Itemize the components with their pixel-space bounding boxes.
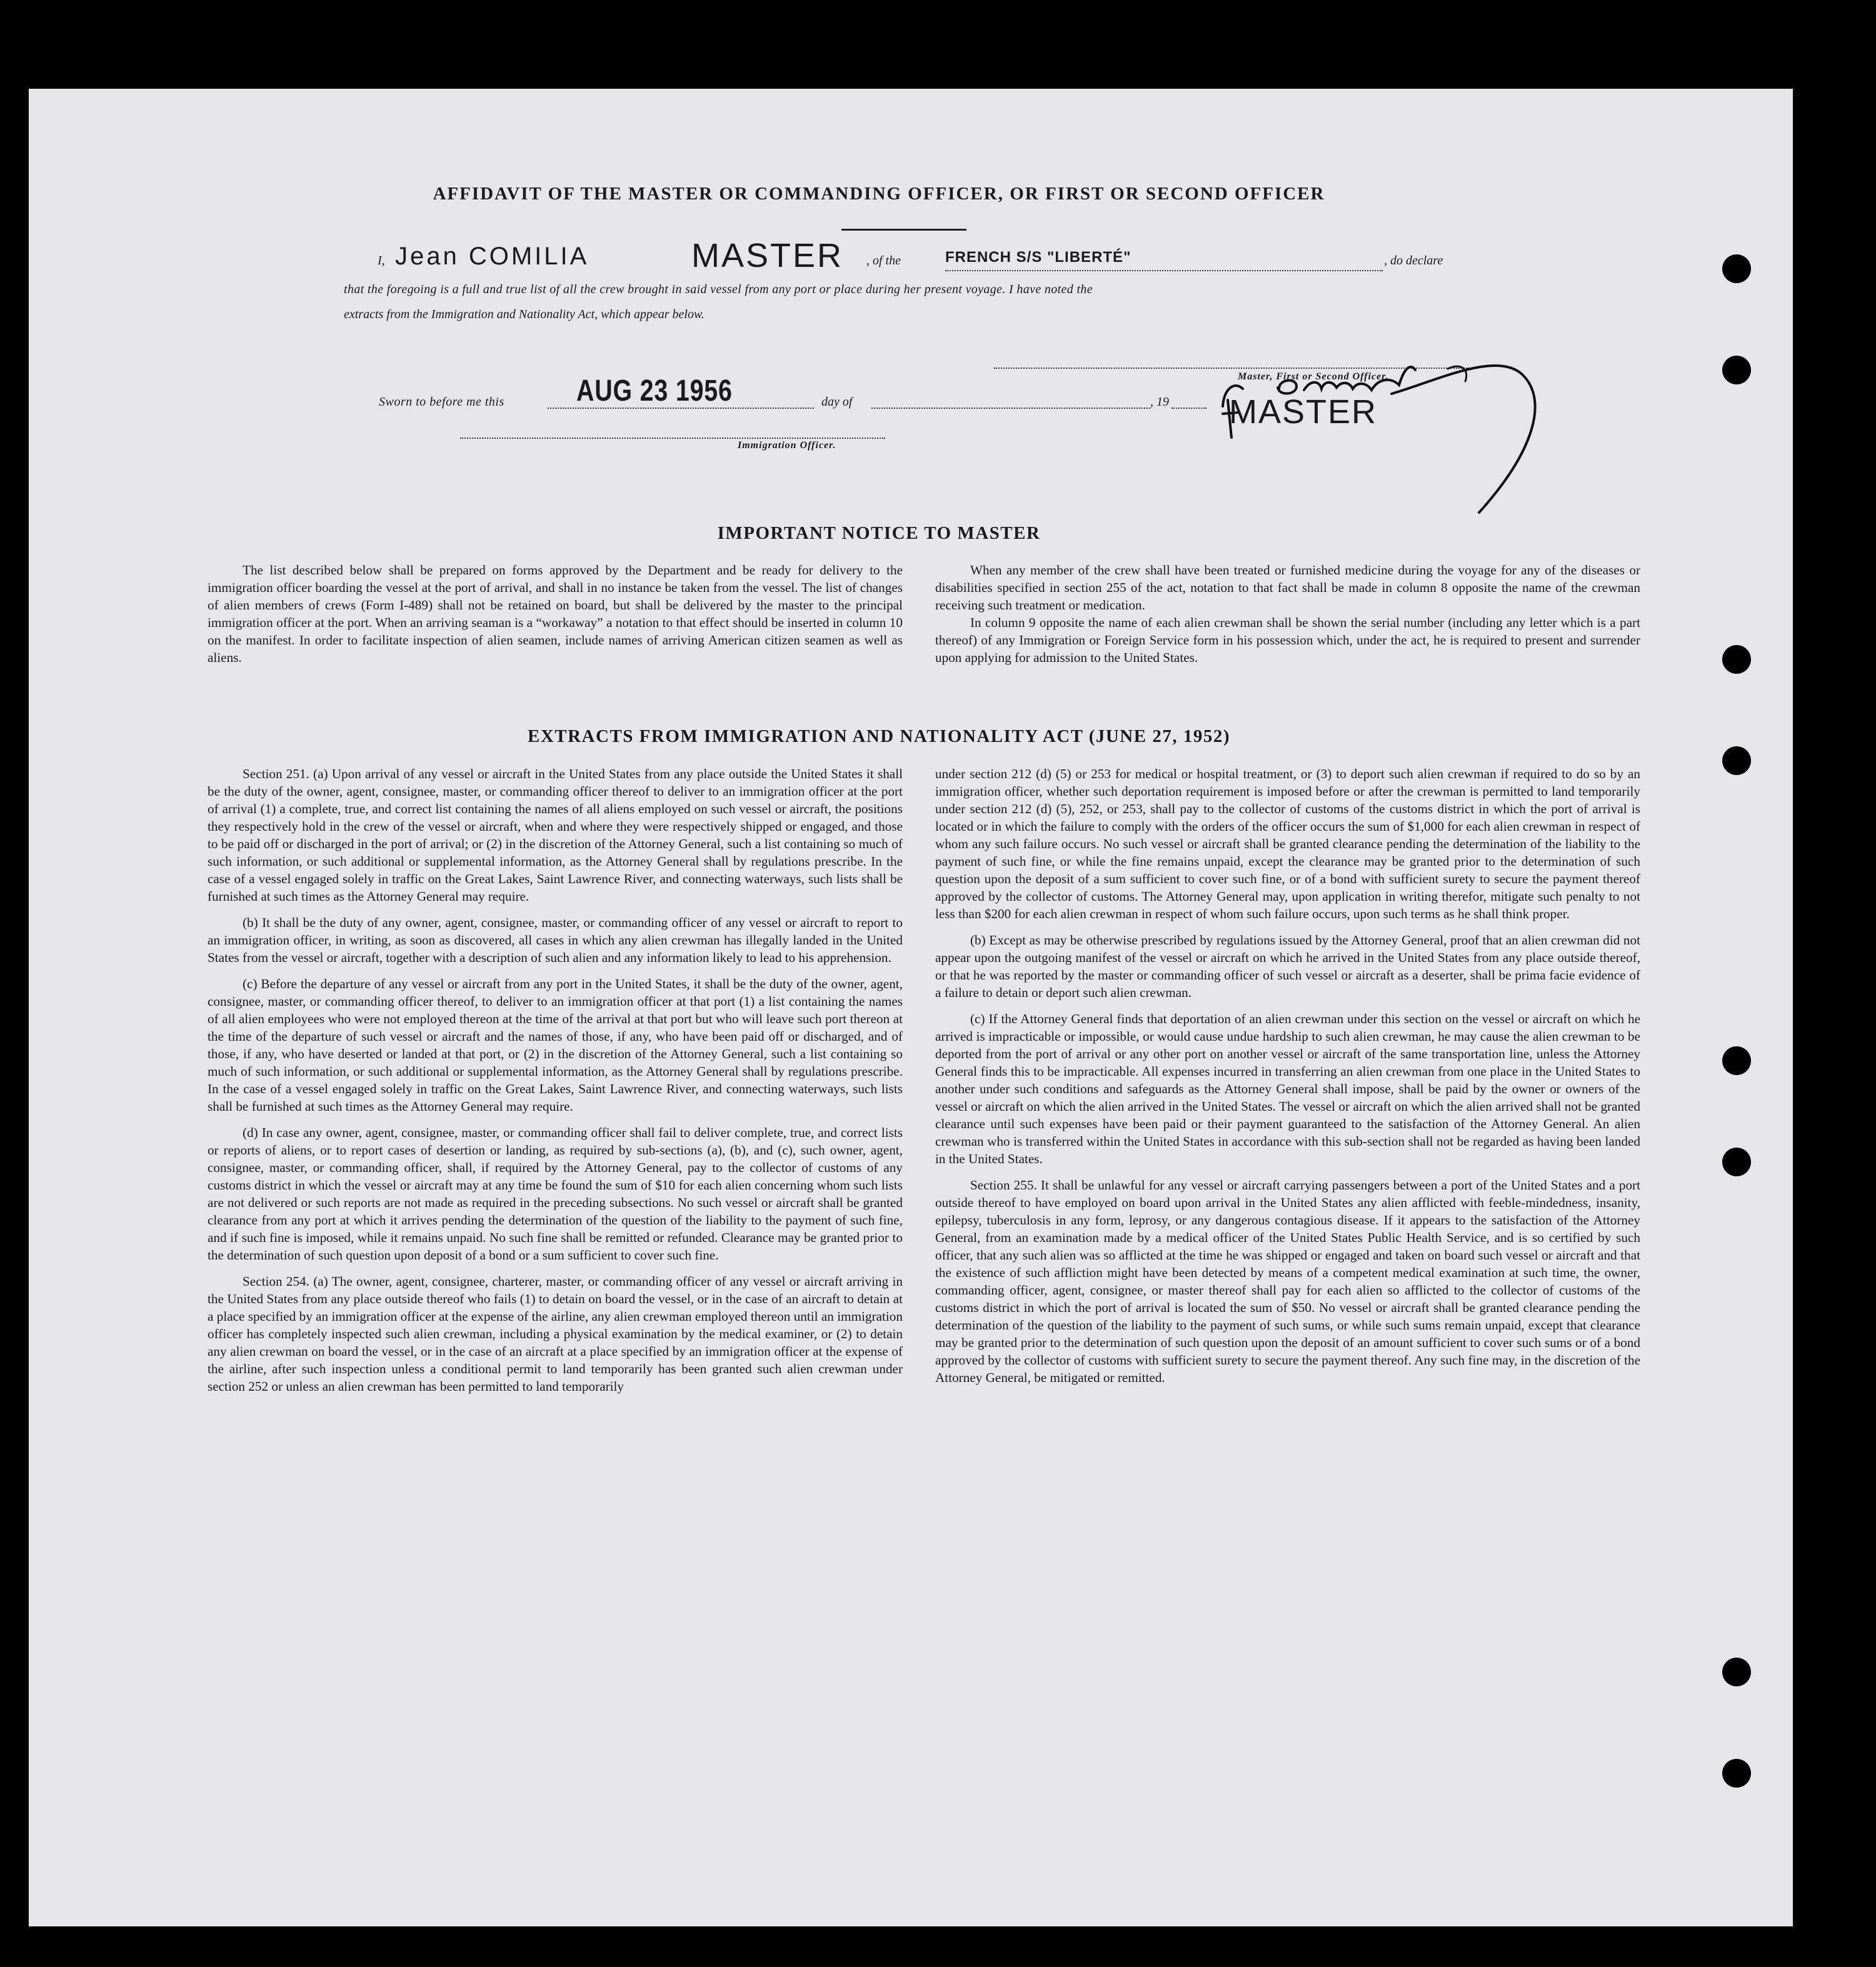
binder-hole bbox=[1722, 1046, 1751, 1075]
signature-stamp: MASTER bbox=[1229, 393, 1378, 431]
binder-hole bbox=[1722, 254, 1751, 283]
extracts-title: EXTRACTS FROM IMMIGRATION AND NATIONALITY ACT (JUNE 27, 1952) bbox=[527, 726, 1231, 746]
i-label: I, bbox=[378, 254, 385, 268]
statement-line-2: extracts from the Immigration and Nationality Act, which appear below. bbox=[344, 308, 705, 321]
extract-paragraph: (b) It shall be the duty of any owner, agent, consignee, master, or commanding officer of any vessel or aircraft to report to an immigration officer, in writing, as soon as discovered, all cases in which any alien crewman has illegally landed in the United States from the vessel or aircraft, together with a description of such alien and any information likely to lead to his apprehension. bbox=[208, 915, 903, 965]
signature-caption: Master, First or Second Officer. bbox=[1238, 371, 1389, 382]
binder-hole bbox=[1722, 356, 1751, 384]
declarant-name: Jean COMILIA bbox=[395, 243, 589, 270]
year-line bbox=[1171, 408, 1206, 409]
document-page bbox=[29, 89, 1793, 1926]
vessel-line bbox=[945, 270, 1383, 271]
binder-hole bbox=[1722, 746, 1751, 775]
vessel-name: FRENCH S/S "LIBERTÉ" bbox=[945, 249, 1131, 266]
notice-left-paragraph: The list described below shall be prepared on forms approved by the Department and be ready for delivery to the immigration officer boarding the vessel at the port of arrival, and shall in no instance be taken from the vessel. The list of changes of alien members of crews (Form I-489) shall not be retained on board, but shall be delivered by the master to the principal immigration officer at the port. When an arriving seaman is a “workaway” a notation to that effect should be inserted in column 10 on the manifest. In order to facilitate inspection of alien seamen, include names of arriving American citizen seamen as well as aliens. bbox=[208, 563, 903, 665]
affidavit-title: AFFIDAVIT OF THE MASTER OR COMMANDING OFFICER, OR FIRST OR SECOND OFFICER bbox=[433, 184, 1325, 204]
extracts-right-column bbox=[935, 765, 1640, 1395]
extract-paragraph: under section 212 (d) (5) or 253 for medical or hospital treatment, or (3) to deport such alien crewman if required to do so by an immigration officer, whether such deportation requirement is imposed before or after the crewman is permitted to land temporarily under section 212 (d) (5), 252, or 253, shall pay to the collector of customs of the customs district in which the port of arrival is located or in which the failure to comply with the orders of the officer occurs the sum of $1,000 for each alien crewman in respect of whom any such failure occurs. No such vessel or aircraft shall be granted clearance pending the determination of the liability to the payment of such fine, or while the fine remains unpaid, except the clearance may be granted prior to the determination of such question upon the deposit of a sum sufficient to cover such fine, or of a bond with sufficient surety to secure the payment thereof approved by the collector of customs. The Attorney General may, upon application in writing therefor, mitigate such penalty to not less than $200 for each alien crewman in respect of whom such failure occurs, upon such terms as he shall think proper. bbox=[935, 766, 1640, 921]
extract-paragraph: Section 251. (a) Upon arrival of any vessel or aircraft in the United States from any place outside the United States it shall be the duty of the owner, agent, consignee, master, or commanding officer thereof to deliver to an immigration officer at the port of arrival (1) a complete, true, and correct list containing the names of all aliens employed on such vessel or aircraft, the positions they respectively hold in the crew of the vessel or aircraft, when and where they were respectively shipped or engaged, and those to be paid off or discharged in the port of arrival; or (2) in the discretion of the Attorney General, such a list containing so much of such information, or such additional or supplemental information, as the Attorney General shall by regulations prescribe. In the case of a vessel engaged solely in traffic on the Great Lakes, Saint Lawrence River, and connecting waterways, such lists shall be furnished at such times as the Attorney General may require. bbox=[208, 766, 903, 904]
extract-paragraph: (c) Before the departure of any vessel or aircraft from any port in the United States, it shall be the duty of the owner, agent, consignee, master, or commanding officer thereof, to deliver to an immigration officer at that port (1) a list containing the names of all alien employees who were not employed thereon at the time of the arrival at that port but who will leave such port thereon at the time of the departure of such vessel or aircraft and the names of those, if any, who have been paid off or discharged, and of those, if any, who have deserted or landed at that port, or (2) in the discretion of the Attorney General, such a list containing so much of such information, or such additional or supplemental information, as the Attorney General shall by regulations prescribe. In the case of a vessel engaged solely in traffic on the Great Lakes, Saint Lawrence River, and connecting waterways, such lists shall be furnished at such times as the Attorney General may require. bbox=[208, 976, 903, 1114]
extract-paragraph: Section 255. It shall be unlawful for any vessel or aircraft carrying passengers between a port of the United States and a port outside thereof to have employed on board upon arrival in the United States any alien afflicted with feeble-mindedness, insanity, epilepsy, tuberculosis in any form, leprosy, or any dangerous contagious disease. If it appears to the satisfaction of the Attorney General, from an examination made by a medical officer of the United States Public Health Service, and is so certified by such officer, that any such alien was so afflicted at the time he was shipped or engaged and taken on board such vessel or aircraft and that the existence of such affliction might have been detected by means of a competent medical examination at such time, the owner, commanding officer, agent, consignee, or master thereof shall pay for each alien so afflicted to the collector of customs of the customs district in which the port of arrival is located the sum of $50. No vessel or aircraft shall be granted clearance pending the determination of the question of the liability to the payment of such sums, or while such sums remain unpaid, except that clearance may be granted prior to the determination of such question upon the deposit of an amount sufficient to cover such sums or of a bond approved by the collector of customs with sufficient surety to secure the payment thereof. Any such fine may, in the discretion of the Attorney General, be mitigated or remitted. bbox=[935, 1178, 1640, 1385]
notice-right-column bbox=[935, 561, 1640, 666]
declarant-rank: MASTER bbox=[691, 237, 844, 274]
notice-left-column bbox=[208, 561, 903, 666]
binder-hole bbox=[1722, 645, 1751, 674]
sworn-date-line bbox=[548, 408, 814, 409]
title-rule bbox=[841, 229, 966, 231]
binder-hole bbox=[1722, 1759, 1751, 1788]
of-the-label: , of the bbox=[866, 254, 901, 268]
sworn-date-stamp: AUG 23 1956 bbox=[576, 374, 733, 408]
day-of-label: day of bbox=[821, 395, 853, 409]
extracts-left-column bbox=[208, 765, 903, 1404]
extract-paragraph: (b) Except as may be otherwise prescribed by regulations issued by the Attorney General, proof that an alien crewman did not appear upon the outgoing manifest of the vessel or aircraft on which he arrived in the United States from any place outside thereof, or that he was reported by the master or commanding officer of such vessel or aircraft as a deserter, shall be prima facie evidence of a failure to detain or deport such alien crewman. bbox=[935, 933, 1640, 1000]
binder-hole bbox=[1722, 1148, 1751, 1176]
year-prefix: , 19 bbox=[1150, 395, 1169, 409]
month-line bbox=[871, 408, 1150, 409]
notice-right-paragraph: When any member of the crew shall have been treated or furnished medicine during the voyage for any of the diseases or disabilities specified in section 255 of the act, notation to that fact shall be made in column 8 opposite the name of the crewman receiving such treatment or medication. bbox=[935, 563, 1640, 613]
statement-line-1: that the foregoing is a full and true list of all the crew brought in said vessel from any port or place during her present voyage. I have noted the bbox=[344, 283, 1093, 296]
do-declare-label: , do declare bbox=[1384, 254, 1443, 268]
extract-paragraph: (d) In case any owner, agent, consignee, master, or commanding officer shall fail to deliver complete, true, and correct lists or reports of aliens, or to report cases of desertion or landing, as required by sub-sections (a), (b), and (c), such owner, agent, consignee, master, or commanding officer, shall, if required by the Attorney General, pay to the collector of customs of any customs district in which the vessel or aircraft may at any time be found the sum of $10 for each alien concerning whom such lists are not delivered or such reports are not made as required in the preceding subsections. No such vessel or aircraft shall be granted clearance from any port at which it arrives pending the determination of the question of the liability to the payment of such fine, and if such fine is imposed, while it remains unpaid. No such fine shall be remitted or refunded. Clearance may be granted prior to the determination of such question upon deposit of a bond or a sum sufficient to cover such fine. bbox=[208, 1125, 903, 1263]
extract-paragraph: Section 254. (a) The owner, agent, consignee, charterer, master, or commanding officer of any vessel or aircraft arriving in the United States from any place outside thereof who fails (1) to detain on board the vessel, or in the case of an aircraft to detain at a place specified by an immigration officer at the expense of the airline, any alien crewman employed thereon until an immigration officer has completely inspected such alien crewman, including a physical examination by the medical examiner, or (2) to detain any alien crewman on board the vessel, or in the case of an aircraft at a place specified by an immigration officer at the expense of the airline, after such inspection unless a conditional permit to land temporarily has been granted such alien crewman under section 252 or unless an alien crewman has been permitted to land temporarily bbox=[208, 1274, 903, 1394]
officer-caption: Immigration Officer. bbox=[738, 440, 836, 451]
sworn-label: Sworn to before me this bbox=[379, 395, 504, 409]
notice-right-paragraph: In column 9 opposite the name of each alien crewman shall be shown the serial number (including any letter which is a part thereof) of any Immigration or Foreign Service form in his possession which, under the act, he is required to present and surrender upon applying for admission to the United States. bbox=[935, 615, 1640, 665]
extract-paragraph: (c) If the Attorney General finds that deportation of an alien crewman under this section on the vessel or aircraft on which he arrived is impracticable or impossible, or would cause undue hardship to such alien crewman, he may cause the alien crewman to be deported from the port of arrival or any other port on another vessel or aircraft of the same transportation line, unless the Attorney General finds this to be impracticable. All expenses incurred in transferring an alien crewman from one place in the United States to another under such conditions and safeguards as the Attorney General shall impose, shall be paid by the owner or owners of the vessel or aircraft on which the alien arrived in the United States. The vessel or aircraft on which the alien arrived shall not be granted clearance until such expenses have been paid or their payment guaranteed to the satisfaction of the Attorney General. An alien crewman who is transferred within the United States in accordance with this sub-section shall not be regarded as having been landed in the United States. bbox=[935, 1011, 1640, 1166]
notice-title: IMPORTANT NOTICE TO MASTER bbox=[717, 523, 1041, 543]
officer-signature-line bbox=[460, 438, 885, 439]
binder-hole bbox=[1722, 1658, 1751, 1686]
